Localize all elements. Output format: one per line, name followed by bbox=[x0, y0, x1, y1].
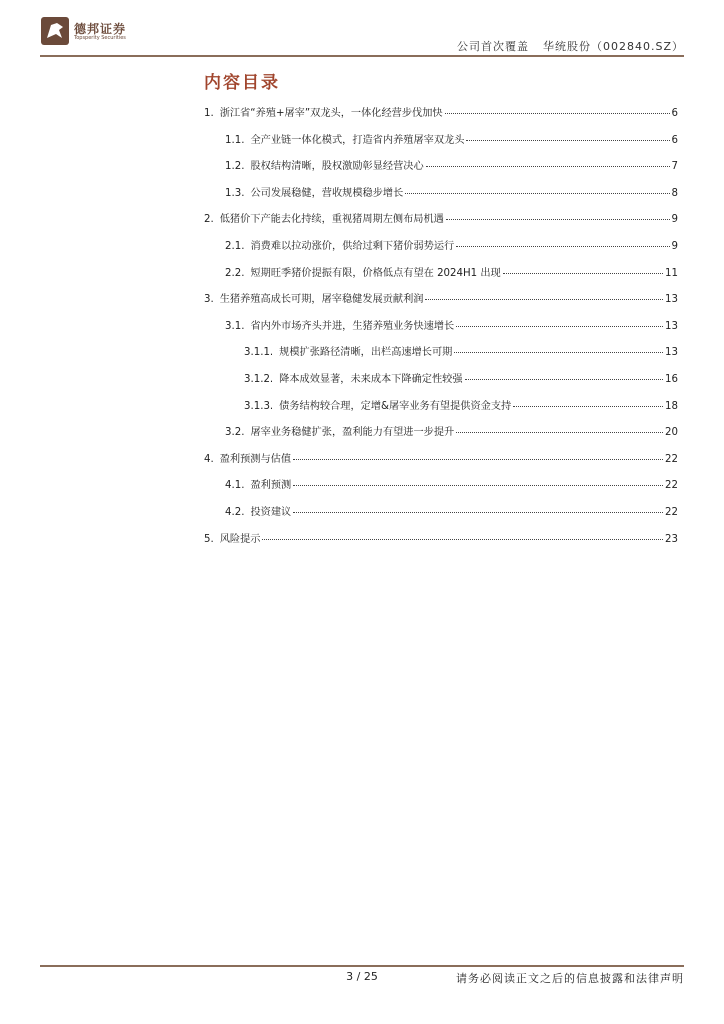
toc-entry[interactable] bbox=[225, 237, 678, 253]
page-title: 内容目录 bbox=[204, 73, 280, 93]
toc-number: 4.1. bbox=[225, 480, 245, 492]
toc-title: 公司发展稳健，营收规模稳步增长 bbox=[250, 187, 404, 199]
toc-leader bbox=[456, 237, 669, 247]
toc-title: 浙江省“养殖+屠宰”双龙头，一体化经营步伐加快 bbox=[219, 108, 443, 119]
toc-leader bbox=[466, 131, 669, 141]
toc-page-number: 11 bbox=[665, 267, 678, 279]
company-name: 华统股份（002840.SZ） bbox=[542, 40, 684, 53]
toc-title: 全产业链一体化模式，打造省内养殖屠宰双龙头 bbox=[250, 134, 465, 146]
logo-text-cn: 德邦证券 bbox=[74, 22, 127, 36]
toc-leader bbox=[465, 370, 663, 380]
toc-leader bbox=[503, 264, 663, 274]
toc-title: 投资建议 bbox=[250, 507, 292, 518]
toc-title: 省内外市场齐头并进，生猪养殖业务快速增长 bbox=[250, 320, 455, 332]
toc-leader bbox=[456, 423, 663, 433]
toc-leader bbox=[293, 503, 663, 513]
toc-leader bbox=[262, 530, 663, 540]
toc-page-number: 22 bbox=[665, 480, 678, 492]
toc-entry[interactable] bbox=[225, 264, 678, 280]
toc-number: 3.1. bbox=[225, 320, 245, 332]
toc-title: 风险提示 bbox=[219, 533, 261, 545]
toc-entry[interactable] bbox=[225, 476, 678, 492]
toc-leader bbox=[454, 343, 663, 353]
toc-entry[interactable] bbox=[225, 423, 678, 439]
toc-entry[interactable] bbox=[225, 157, 678, 173]
toc-title: 生猪养殖高成长可期，屠宰稳健发展贡献利润 bbox=[219, 294, 424, 306]
toc-title: 短期旺季猪价提振有限，价格低点有望在 2024H1 出现 bbox=[250, 267, 501, 279]
toc-entry[interactable] bbox=[204, 104, 678, 120]
page-header bbox=[0, 0, 724, 60]
toc-page-number: 18 bbox=[665, 400, 678, 412]
page-number: 3 / 25 bbox=[346, 970, 378, 983]
toc-number: 4. bbox=[204, 453, 214, 465]
toc-title: 股权结构清晰，股权激励彰显经营决心 bbox=[250, 161, 424, 173]
toc-page-number: 23 bbox=[665, 533, 678, 545]
toc-number: 3.1.2. bbox=[244, 374, 274, 385]
toc-page-number: 22 bbox=[665, 453, 678, 465]
toc-title: 债务结构较合理，定增&屠宰业务有望提供资金支持 bbox=[279, 400, 512, 412]
toc-page-number: 9 bbox=[671, 214, 678, 226]
toc-title: 规模扩张路径清晰，出栏高速增长可期 bbox=[279, 347, 453, 359]
toc-page-number: 13 bbox=[665, 320, 678, 332]
toc-leader bbox=[405, 184, 669, 194]
toc-number: 1.3. bbox=[225, 187, 245, 199]
toc-number: 1.1. bbox=[225, 134, 245, 146]
toc-number: 2. bbox=[204, 214, 214, 226]
toc-entry[interactable] bbox=[244, 343, 678, 359]
toc-entry[interactable] bbox=[204, 530, 678, 546]
toc-entry[interactable] bbox=[225, 503, 678, 519]
toc-page-number: 6 bbox=[671, 108, 678, 119]
toc-entry[interactable] bbox=[204, 290, 678, 306]
logo-text-en: Topsperity Securities bbox=[74, 35, 126, 41]
header-info bbox=[457, 38, 684, 54]
toc-page-number: 7 bbox=[671, 161, 678, 173]
toc-entry[interactable] bbox=[244, 397, 678, 413]
toc-page-number: 20 bbox=[665, 427, 678, 439]
toc-leader bbox=[445, 104, 670, 114]
toc-number: 2.1. bbox=[225, 241, 245, 252]
toc-number: 2.2. bbox=[225, 267, 245, 279]
toc-entry[interactable] bbox=[225, 184, 678, 200]
toc-page-number: 8 bbox=[671, 187, 678, 199]
legal-disclaimer: 请务必阅读正文之后的信息披露和法律声明 bbox=[456, 972, 684, 985]
toc-number: 3.1.1. bbox=[244, 347, 274, 359]
toc-leader bbox=[425, 290, 663, 300]
toc-page-number: 13 bbox=[665, 294, 678, 306]
toc-leader bbox=[293, 450, 663, 460]
toc-title: 盈利预测与估值 bbox=[219, 453, 292, 465]
toc-number: 3. bbox=[204, 294, 214, 306]
toc-leader bbox=[293, 476, 663, 486]
toc-number: 3.1.3. bbox=[244, 400, 274, 412]
toc-leader bbox=[446, 210, 670, 220]
toc-entry[interactable] bbox=[204, 210, 678, 226]
toc-title: 屠宰业务稳健扩张，盈利能力有望进一步提升 bbox=[250, 427, 455, 439]
toc-title: 降本成效显著，未来成本下降确定性较强 bbox=[279, 374, 463, 385]
toc-number: 3.2. bbox=[225, 427, 245, 439]
toc-number: 1. bbox=[204, 108, 214, 119]
toc-page-number: 9 bbox=[671, 241, 678, 252]
toc-page-number: 16 bbox=[665, 374, 678, 385]
toc-page-number: 22 bbox=[665, 507, 678, 518]
header-divider bbox=[40, 55, 684, 57]
footer-divider bbox=[40, 965, 684, 967]
toc-title: 盈利预测 bbox=[250, 480, 292, 492]
toc-number: 5. bbox=[204, 533, 214, 545]
toc-entry[interactable] bbox=[244, 370, 678, 386]
toc-entry[interactable] bbox=[204, 450, 678, 466]
toc-leader bbox=[426, 157, 670, 167]
toc-number: 1.2. bbox=[225, 161, 245, 173]
report-type: 公司首次覆盖 bbox=[456, 40, 529, 53]
toc-leader bbox=[513, 397, 663, 407]
toc-entry[interactable] bbox=[225, 131, 678, 147]
toc-number: 4.2. bbox=[225, 507, 245, 518]
logo-icon bbox=[40, 16, 70, 46]
toc-title: 消费难以拉动涨价，供给过剩下猪价弱势运行 bbox=[250, 241, 455, 252]
toc-entry[interactable] bbox=[225, 317, 678, 333]
company-logo bbox=[40, 16, 140, 48]
toc-page-number: 6 bbox=[671, 134, 678, 146]
toc-page-number: 13 bbox=[665, 347, 678, 359]
toc-leader bbox=[456, 317, 663, 327]
toc-title: 低猪价下产能去化持续，重视猪周期左侧布局机遇 bbox=[219, 214, 444, 226]
